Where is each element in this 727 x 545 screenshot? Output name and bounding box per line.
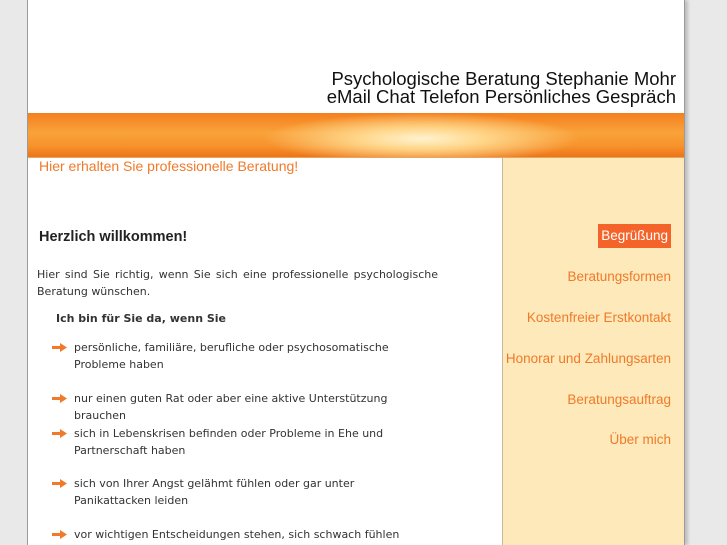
arrow-right-icon (52, 530, 67, 539)
sidebar-nav (503, 158, 684, 545)
list-item-text: vor wichtigen Entscheidungen stehen, sich schwach fühlen (74, 528, 400, 541)
header-banner (28, 113, 684, 157)
page-container (27, 0, 685, 545)
list-item-text: sich von Ihrer Angst gelähmt fühlen oder gar unter Panikattacken leiden (74, 477, 355, 507)
arrow-right-icon (52, 479, 67, 488)
nav-item-begruessung[interactable]: Begrüßung (598, 224, 671, 248)
welcome-heading: Herzlich willkommen! (39, 229, 188, 245)
list-item (52, 475, 412, 509)
site-title-line-1: Psychologische Beratung Stephanie Mohr (331, 68, 676, 89)
site-title-line-2: eMail Chat Telefon Persönliches Gespräch (326, 86, 676, 107)
site-title (327, 70, 676, 106)
nav-item-ueber-mich[interactable]: Über mich (609, 432, 671, 447)
list-item-text: sich in Lebenskrisen befinden oder Probleme in Ehe und Partnerschaft haben (74, 427, 384, 457)
list-item-text: nur einen guten Rat oder aber eine aktive Unterstützung brauchen (74, 392, 388, 422)
list-item (52, 390, 412, 424)
intro-text: Hier sind Sie richtig, wenn Sie sich eine professionelle psychologische Beratung wünschen. (37, 268, 438, 298)
arrow-right-icon (52, 429, 67, 438)
list-item (52, 526, 412, 543)
header (28, 0, 684, 113)
list-item-text: persönliche, familiäre, berufliche oder psychosomatische Probleme haben (74, 341, 389, 371)
nav-item-beratungsauftrag[interactable]: Beratungsauftrag (567, 392, 671, 407)
arrow-right-icon (52, 394, 67, 403)
list-item (52, 339, 412, 373)
nav-item-honorar-und-zahlungsarten[interactable]: Honorar und Zahlungsarten (505, 351, 671, 366)
tagline: Hier erhalten Sie professionelle Beratung! (39, 158, 299, 174)
arrow-right-icon (52, 343, 67, 352)
list-item (52, 425, 412, 459)
nav-item-kostenfreier-erstkontakt[interactable]: Kostenfreier Erstkontakt (526, 310, 671, 325)
main-content (28, 158, 503, 545)
list-heading: Ich bin für Sie da, wenn Sie (56, 312, 227, 325)
nav-item-beratungsformen[interactable]: Beratungsformen (567, 269, 671, 284)
